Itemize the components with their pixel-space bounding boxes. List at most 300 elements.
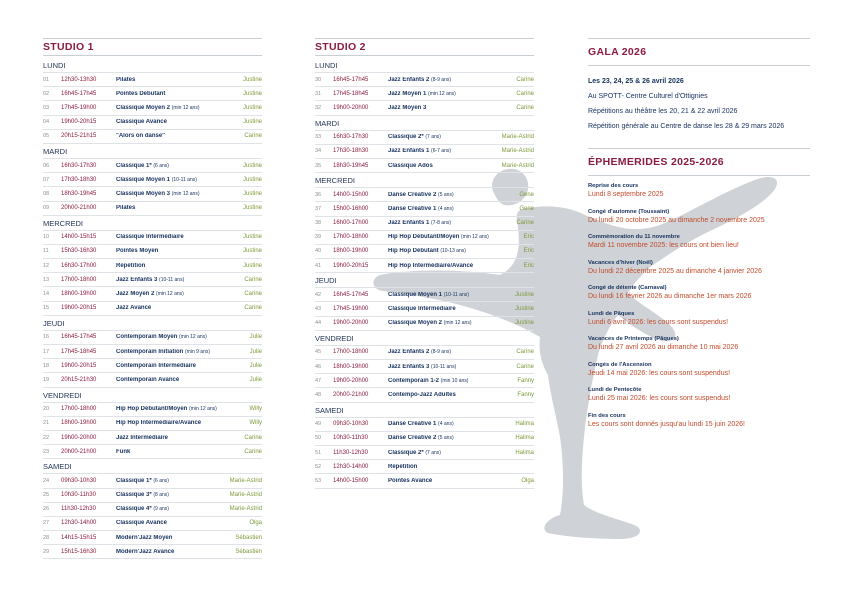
class-number: 02 <box>43 90 50 97</box>
class-number: 18 <box>43 362 50 369</box>
class-course <box>388 134 502 140</box>
class-teacher: Carine <box>516 363 534 370</box>
ephemeride-date: Lundi 8 septembre 2025 <box>588 191 664 198</box>
class-number: 49 <box>315 421 322 428</box>
course-name: Hip Hop Débutant/Moyen <box>116 406 188 413</box>
table-row <box>43 344 262 358</box>
class-teacher: Carine <box>244 305 262 312</box>
course-name: Jazz Moyen 3 <box>388 104 427 111</box>
gala-line: Les 23, 24, 25 & 26 avril 2026 <box>588 78 684 85</box>
day-title: MERCREDI <box>315 176 356 186</box>
class-number: 01 <box>43 76 50 83</box>
course-age: (min 12 ans) <box>171 190 200 197</box>
class-number: 31 <box>315 90 322 97</box>
class-course <box>388 220 516 226</box>
class-time: 18h30-19h45 <box>61 190 97 197</box>
class-teacher: Julie <box>249 362 262 369</box>
table-row <box>43 416 262 430</box>
class-teacher: Marie-Astrid <box>229 477 262 484</box>
course-name: Classique 1* <box>116 162 152 169</box>
class-time: 09h30-10h30 <box>333 421 369 428</box>
class-teacher: Carine <box>516 349 534 356</box>
class-teacher: Julie <box>249 376 262 383</box>
class-course <box>116 248 243 254</box>
class-course <box>116 535 235 541</box>
class-course <box>388 320 515 326</box>
course-age: (10-11 ans) <box>431 363 457 370</box>
class-course <box>116 163 243 169</box>
ephemeride-date: Du lundi 16 février 2026 au dimanche 1er mars 2026 <box>588 293 752 300</box>
class-number: 16 <box>43 334 50 341</box>
class-course <box>116 363 250 369</box>
course-name: Classique 3* <box>116 492 152 499</box>
day-title: LUNDI <box>43 61 66 70</box>
table-row <box>315 144 534 158</box>
course-name: Classique Avancé <box>116 119 167 126</box>
class-course <box>116 478 230 484</box>
class-number: 14 <box>43 291 50 298</box>
table-row <box>315 130 534 144</box>
class-teacher: Justine <box>242 205 262 212</box>
table-row <box>43 186 262 200</box>
class-number: 22 <box>43 434 50 441</box>
class-time: 11h30-12h30 <box>333 449 368 456</box>
class-teacher: Justine <box>242 262 262 269</box>
class-time: 12h30-14h00 <box>61 520 97 527</box>
class-time: 17h00-18h00 <box>333 349 369 356</box>
class-course <box>388 234 524 240</box>
class-time: 14h15-15h15 <box>61 534 97 541</box>
class-number: 26 <box>43 506 50 513</box>
ephemerides-title: ÉPHEMERIDES 2025-2026 <box>588 148 810 176</box>
class-number: 15 <box>43 305 50 312</box>
class-number: 03 <box>43 104 50 111</box>
table-row <box>315 287 534 301</box>
class-teacher: Justine <box>242 119 262 126</box>
class-time: 15h30-16h30 <box>61 248 97 255</box>
class-teacher: Marie-Astrid <box>501 134 534 141</box>
class-course <box>116 291 244 297</box>
day-schedule <box>43 473 262 559</box>
class-number: 13 <box>43 276 50 283</box>
class-time: 17h45-19h00 <box>61 104 97 111</box>
gala-line: Répétitions au théâtre les 20, 21 & 22 avril 2026 <box>588 108 738 115</box>
class-time: 18h00-19h00 <box>333 363 369 370</box>
class-course <box>116 277 244 283</box>
course-age: (min 12 ans) <box>461 234 489 241</box>
ephemerides-list <box>588 182 810 429</box>
course-age: (min 12 ans) <box>428 90 456 97</box>
table-row <box>43 430 262 444</box>
table-row <box>43 201 262 216</box>
course-name: Classique 4* <box>116 506 152 513</box>
class-course <box>116 105 243 111</box>
day-schedule <box>315 287 534 331</box>
class-course <box>116 334 250 340</box>
class-time: 14h00-15h00 <box>333 191 369 198</box>
course-age: (7 ans) <box>425 134 441 141</box>
class-teacher: Olga <box>249 520 262 527</box>
class-teacher: Justine <box>242 162 262 169</box>
class-course <box>116 91 243 97</box>
table-row <box>315 417 534 431</box>
course-name: Modern'Jazz Avancé <box>116 548 175 555</box>
class-teacher: Carine <box>244 291 262 298</box>
class-course <box>116 77 243 83</box>
class-number: 34 <box>315 148 322 155</box>
table-row <box>43 516 262 530</box>
class-course <box>388 349 516 355</box>
course-name: Jazz Intermédiaire <box>116 434 169 441</box>
class-time: 11h30-12h30 <box>61 506 96 513</box>
class-teacher: Marie-Astrid <box>229 506 262 513</box>
class-course <box>388 163 502 169</box>
course-name: Pointes Avancé <box>388 477 433 484</box>
course-name: Jazz Enfants 1 <box>388 148 430 155</box>
table-row <box>43 158 262 172</box>
ephemeride-heading: Reprise des cours <box>588 183 639 189</box>
class-teacher: Justine <box>514 306 534 313</box>
ephemeride-item <box>588 361 810 378</box>
day-title: MERCREDI <box>43 218 84 228</box>
ephemeride-item <box>588 233 810 250</box>
class-number: 33 <box>315 134 322 141</box>
day-title: SAMEDI <box>43 462 72 472</box>
table-row <box>43 72 262 86</box>
class-number: 37 <box>315 205 322 212</box>
day-title: LUNDI <box>315 61 338 70</box>
class-number: 39 <box>315 234 322 241</box>
class-teacher: Carine <box>244 276 262 283</box>
class-course <box>388 306 515 312</box>
class-time: 19h00-20h00 <box>333 104 369 111</box>
table-row <box>315 345 534 359</box>
info-column <box>588 38 810 437</box>
class-teacher: Carine <box>244 448 262 455</box>
course-name: Répétition <box>388 463 418 470</box>
class-number: 48 <box>315 391 322 398</box>
table-row <box>315 158 534 173</box>
gala-details <box>588 74 810 134</box>
class-teacher: Justine <box>242 104 262 111</box>
table-row <box>315 216 534 230</box>
course-name: Hip Hop Intermédiaire/Avancé <box>116 420 202 427</box>
class-time: 16h45-17h45 <box>61 334 97 341</box>
course-name: Jazz Avancé <box>116 305 152 312</box>
course-name: Contemporain 1-2 <box>388 377 440 384</box>
class-course <box>388 91 516 97</box>
class-teacher: Carine <box>516 104 534 111</box>
day-title: SAMEDI <box>315 405 344 415</box>
class-course <box>116 377 250 383</box>
class-course <box>116 406 249 412</box>
class-time: 19h00-20h00 <box>333 320 369 327</box>
class-time: 20h00-21h00 <box>333 391 369 398</box>
course-age: (6 ans) <box>153 162 169 169</box>
ephemeride-item <box>588 335 810 352</box>
course-name: Contempo-Jazz Adultes <box>388 391 456 398</box>
class-number: 07 <box>43 176 50 183</box>
class-time: 17h45-18h45 <box>61 348 97 355</box>
course-age: (min 12 ans) <box>156 291 184 298</box>
class-course <box>116 133 244 139</box>
table-row <box>43 502 262 516</box>
studio-title: STUDIO 1 <box>43 38 262 56</box>
table-row <box>43 272 262 286</box>
course-age: (10-13 ans) <box>440 248 466 255</box>
course-name: Jazz Moyen 1 <box>388 90 427 97</box>
class-course <box>116 420 249 426</box>
class-number: 45 <box>315 349 322 356</box>
course-name: Funk <box>116 448 131 455</box>
day-title: JEUDI <box>315 276 337 286</box>
class-teacher: Justine <box>242 176 262 183</box>
ephemeride-heading: Fin des cours <box>588 412 626 419</box>
ephemeride-date: Les cours sont donnés jusqu'au lundi 15 juin 2026! <box>588 420 746 428</box>
ephemeride-item <box>588 310 810 327</box>
class-time: 17h45-19h00 <box>333 306 369 313</box>
table-row <box>43 172 262 186</box>
class-time: 16h45-17h45 <box>61 90 97 97</box>
class-number: 04 <box>43 119 50 126</box>
table-row <box>43 530 262 544</box>
class-teacher: Carine <box>516 76 534 83</box>
course-name: Classique Moyen 2 <box>116 104 171 111</box>
class-time: 19h00-20h00 <box>333 377 369 384</box>
class-number: 21 <box>43 420 50 427</box>
class-teacher: Sébastien <box>235 548 262 555</box>
course-name: Classique Intermédiaire <box>388 306 456 313</box>
class-number: 35 <box>315 162 322 169</box>
table-row <box>43 402 262 416</box>
ephemeride-date: Jeudi 14 mai 2026: les cours sont suspendus! <box>588 369 731 377</box>
class-course <box>116 263 243 269</box>
ephemeride-item <box>588 208 810 225</box>
table-row <box>43 358 262 372</box>
class-course <box>388 77 516 83</box>
course-age: (5 ans) <box>438 435 454 442</box>
table-row <box>315 301 534 315</box>
course-name: "Alors on danse" <box>116 133 166 140</box>
class-number: 41 <box>315 262 322 269</box>
class-time: 16h45-17h45 <box>333 76 369 83</box>
class-time: 10h30-11h30 <box>61 492 96 499</box>
class-number: 12 <box>43 262 50 269</box>
table-row <box>315 86 534 100</box>
table-row <box>315 431 534 445</box>
class-time: 15h00-16h00 <box>333 205 369 212</box>
course-age: (9 ans) <box>153 506 169 513</box>
class-course <box>116 506 230 512</box>
ephemeride-item <box>588 182 810 199</box>
course-age: (5 ans) <box>438 191 454 198</box>
class-course <box>116 119 243 125</box>
course-age: (7 ans) <box>425 449 441 456</box>
class-number: 24 <box>43 477 50 484</box>
course-age: (4 ans) <box>438 421 454 428</box>
class-course <box>388 263 524 269</box>
course-name: Jazz Enfants 1 <box>388 220 430 227</box>
class-teacher: Marie-Astrid <box>229 492 262 499</box>
class-teacher: Willy <box>249 406 262 413</box>
class-teacher: Carine <box>516 220 534 227</box>
class-number: 05 <box>43 133 50 140</box>
class-number: 44 <box>315 320 322 327</box>
table-row <box>43 544 262 559</box>
course-name: Classique Moyen 3 <box>116 190 171 197</box>
table-row <box>315 72 534 86</box>
class-time: 17h30-18h30 <box>61 176 97 183</box>
course-name: Classique Moyen 1 <box>116 176 171 183</box>
class-course <box>116 549 235 555</box>
day-title: MARDI <box>315 118 340 128</box>
class-number: 32 <box>315 104 322 111</box>
class-course <box>116 234 243 240</box>
course-name: Contemporain Intermédiaire <box>116 362 197 369</box>
class-number: 28 <box>43 534 50 541</box>
course-age: (10-11 ans) <box>171 176 197 183</box>
course-age: (min 12 ans) <box>171 104 200 111</box>
table-row <box>43 258 262 272</box>
course-age: (min 12 ans) <box>179 334 207 341</box>
class-teacher: Justine <box>514 291 534 298</box>
course-age: (10-11 ans) <box>443 291 469 298</box>
course-name: Jazz Moyen 2 <box>116 291 155 298</box>
course-name: Contemporain Avancé <box>116 376 180 383</box>
class-time: 09h30-10h30 <box>61 477 97 484</box>
class-time: 20h15-21h15 <box>61 133 97 140</box>
course-name: Classique Avancé <box>116 520 167 527</box>
class-time: 18h00-19h00 <box>61 420 97 427</box>
class-course <box>388 192 519 198</box>
class-time: 19h00-20h15 <box>333 262 369 269</box>
class-time: 17h00-18h00 <box>61 406 97 413</box>
course-name: Jazz Enfants 3 <box>116 276 158 283</box>
table-row <box>315 100 534 115</box>
studio-title: STUDIO 2 <box>315 38 534 56</box>
class-course <box>388 248 524 254</box>
class-time: 16h30-17h30 <box>61 162 97 169</box>
class-teacher: Marie-Astrid <box>501 148 534 155</box>
class-teacher: Halima <box>515 435 534 442</box>
table-row <box>43 286 262 300</box>
gala-line: Au SPOTT- Centre Culturel d'Ottignies <box>588 93 708 100</box>
ephemeride-item <box>588 412 810 429</box>
class-course <box>116 191 243 197</box>
class-number: 53 <box>315 477 322 484</box>
course-name: Pilates <box>116 205 136 212</box>
class-time: 19h00-20h00 <box>61 434 97 441</box>
course-name: Danse Créative 2 <box>388 191 437 198</box>
day-title: MARDI <box>43 146 68 156</box>
class-course <box>116 492 230 498</box>
course-name: Classique Intermédiaire <box>116 234 184 241</box>
table-row <box>43 301 262 316</box>
class-number: 51 <box>315 449 322 456</box>
ephemeride-item <box>588 259 810 276</box>
class-number: 10 <box>43 234 50 241</box>
course-age: (7-8 ans) <box>431 220 452 227</box>
class-course <box>116 520 249 526</box>
class-teacher: Eric <box>523 262 534 269</box>
class-teacher: Justine <box>242 234 262 241</box>
class-teacher: Halima <box>515 449 534 456</box>
course-name: Hip Hop Intermédiaire/Avancé <box>388 262 474 269</box>
class-teacher: Julie <box>249 334 262 341</box>
class-course <box>116 449 244 455</box>
day-schedule <box>43 230 262 316</box>
day-title: JEUDI <box>43 318 65 328</box>
ephemeride-date: Du lundi 27 avril 2026 au dimanche 10 mai 2026 <box>588 344 739 351</box>
class-teacher: Justine <box>242 248 262 255</box>
table-row <box>43 372 262 387</box>
class-teacher: Fanny <box>517 377 534 384</box>
class-teacher: Justine <box>242 76 262 83</box>
class-time: 16h30-17h30 <box>333 134 369 141</box>
course-age: (min 12 ans) <box>189 406 217 413</box>
table-row <box>315 459 534 473</box>
ephemeride-heading: Lundi de Pâques <box>588 310 635 317</box>
class-teacher: Carine <box>516 90 534 97</box>
ephemeride-date: Lundi 6 avril 2026: les cours sont suspendus! <box>588 318 729 326</box>
class-course <box>116 349 250 355</box>
ephemeride-heading: Vacances d'hiver (Noël) <box>588 259 653 266</box>
course-name: Jazz Enfants 3 <box>388 363 430 370</box>
ephemeride-heading: Commémoration du 11 novembre <box>588 234 680 240</box>
table-row <box>43 330 262 344</box>
course-name: Jazz Enfants 2 <box>388 349 430 356</box>
class-number: 19 <box>43 376 50 383</box>
course-name: Classique 2* <box>388 449 424 456</box>
table-row <box>43 244 262 258</box>
class-number: 09 <box>43 205 50 212</box>
class-number: 20 <box>43 406 50 413</box>
course-name: Hip Hop Débutant/Moyen <box>388 234 460 241</box>
studio2-column <box>315 38 534 489</box>
day-schedule <box>315 130 534 174</box>
day-schedule <box>43 330 262 388</box>
class-teacher: Willy <box>249 420 262 427</box>
course-age: (8-9 ans) <box>431 76 452 83</box>
class-time: 17h00-18h00 <box>61 276 97 283</box>
table-row <box>43 115 262 129</box>
course-age: (min 9 ans) <box>185 348 211 355</box>
class-course <box>388 464 534 470</box>
table-row <box>43 444 262 459</box>
course-age: (10-11 ans) <box>159 276 185 283</box>
course-age: (min 12 ans) <box>443 320 472 327</box>
table-row <box>43 473 262 487</box>
class-teacher: Olga <box>521 477 534 484</box>
course-name: Danse Créative 1 <box>388 421 437 428</box>
class-number: 30 <box>315 76 322 83</box>
class-course <box>388 435 515 441</box>
table-row <box>315 258 534 273</box>
course-name: Contemporain Initiation <box>116 348 184 355</box>
course-name: Jazz Enfants 2 <box>388 76 430 83</box>
course-age: (6-7 ans) <box>431 148 452 155</box>
table-row <box>315 373 534 387</box>
class-teacher: Sébastien <box>235 534 262 541</box>
class-time: 20h15-21h30 <box>61 376 97 383</box>
class-course <box>388 105 516 111</box>
class-time: 18h00-19h00 <box>333 248 369 255</box>
class-time: 14h00-15h00 <box>333 477 369 484</box>
table-row <box>43 129 262 144</box>
class-time: 20h00-21h00 <box>61 205 97 212</box>
course-name: Pilates <box>116 76 136 83</box>
course-name: Classique Moyen 2 <box>388 320 443 327</box>
